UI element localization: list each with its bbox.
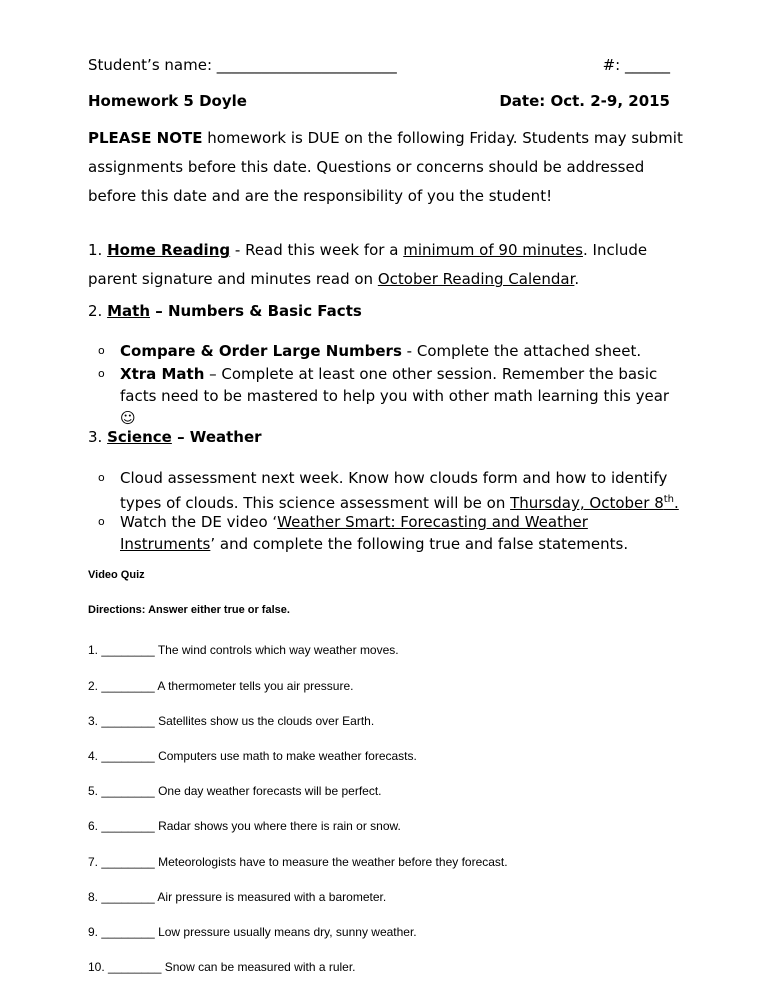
bullet-circle-icon: o: [98, 515, 105, 528]
science-bullet-1: [98, 467, 680, 514]
quiz-question: 6. ________ Radar shows you where there is rain or snow.: [88, 819, 401, 833]
xtra-math-text: – Complete at least one other session. Remember the basic facts need to be mastered to help you with other math learning this year ☺: [120, 365, 670, 427]
item3-number: 3.: [88, 428, 108, 446]
quiz-directions: Directions: Answer either true or false.: [88, 604, 290, 616]
quiz-question: 5. ________ One day weather forecasts will be perfect.: [88, 784, 382, 798]
quiz-title: Video Quiz: [88, 569, 145, 581]
quiz-question: 2. ________ A thermometer tells you air pressure.: [88, 679, 354, 693]
compare-order-text: - Complete the attached sheet.: [401, 342, 642, 360]
note-paragraph: [88, 124, 688, 211]
science-subtitle: – Weather: [171, 428, 262, 446]
cloud-assessment-text: Cloud assessment next week. Know how clouds form and how to identify types of clouds. This science assessment will be on: [120, 469, 668, 512]
homework-date: Date: Oct. 2-9, 2015: [499, 92, 670, 110]
home-reading-title: Home Reading: [107, 241, 231, 259]
bullet-circle-icon: o: [98, 367, 105, 380]
quiz-question: 1. ________ The wind controls which way weather moves.: [88, 643, 399, 657]
number-label: #: ______: [602, 56, 670, 74]
math-heading: [88, 297, 688, 326]
quiz-question: 8. ________ Air pressure is measured with a barometer.: [88, 890, 387, 904]
quiz-question: 4. ________ Computers use math to make weather forecasts.: [88, 749, 417, 763]
math-bullet-1: [98, 340, 680, 362]
quiz-question: 3. ________ Satellites show us the clouds over Earth.: [88, 714, 375, 728]
reading-calendar: October Reading Calendar: [377, 270, 575, 288]
minimum-minutes: minimum of 90 minutes: [403, 241, 583, 259]
assessment-date: Thursday, October 8th.: [510, 494, 679, 512]
math-title: Math: [107, 302, 150, 320]
homework-title: Homework 5 Doyle: [88, 92, 247, 110]
science-bullet-2: [98, 511, 680, 555]
item1-number: 1.: [88, 241, 108, 259]
note-text: homework is DUE on the following Friday. Students may submit assignments before this date. Questions or concerns should be addressed before this date and are the responsibility of you the student!: [88, 129, 683, 205]
science-heading: [88, 423, 688, 452]
math-subtitle: – Numbers & Basic Facts: [150, 302, 362, 320]
item2-number: 2.: [88, 302, 108, 320]
bullet-circle-icon: o: [98, 471, 105, 484]
item1-text-2: . Include parent signature and minutes read on: [88, 241, 648, 288]
quiz-question: 7. ________ Meteorologists have to measure the weather before they forecast.: [88, 855, 508, 869]
video-title: Weather Smart: Forecasting and Weather Instruments: [120, 513, 588, 553]
student-name-label: Student’s name: ________________________: [88, 56, 397, 74]
note-lead: PLEASE NOTE: [88, 129, 203, 147]
item1-text-1: - Read this week for a: [230, 241, 404, 259]
xtra-math-title: Xtra Math: [120, 365, 205, 383]
item1-text-3: .: [574, 270, 580, 288]
video-text-b: ’ and complete the following true and false statements.: [210, 535, 629, 553]
math-bullet-2: [98, 363, 680, 429]
home-reading-item: [88, 236, 688, 294]
video-text-a: Watch the DE video ‘: [120, 513, 278, 531]
bullet-circle-icon: o: [98, 344, 105, 357]
quiz-question: 10. ________ Snow can be measured with a ruler.: [88, 960, 356, 974]
compare-order-title: Compare & Order Large Numbers: [120, 342, 402, 360]
quiz-question: 9. ________ Low pressure usually means dry, sunny weather.: [88, 925, 417, 939]
science-title: Science: [107, 428, 172, 446]
